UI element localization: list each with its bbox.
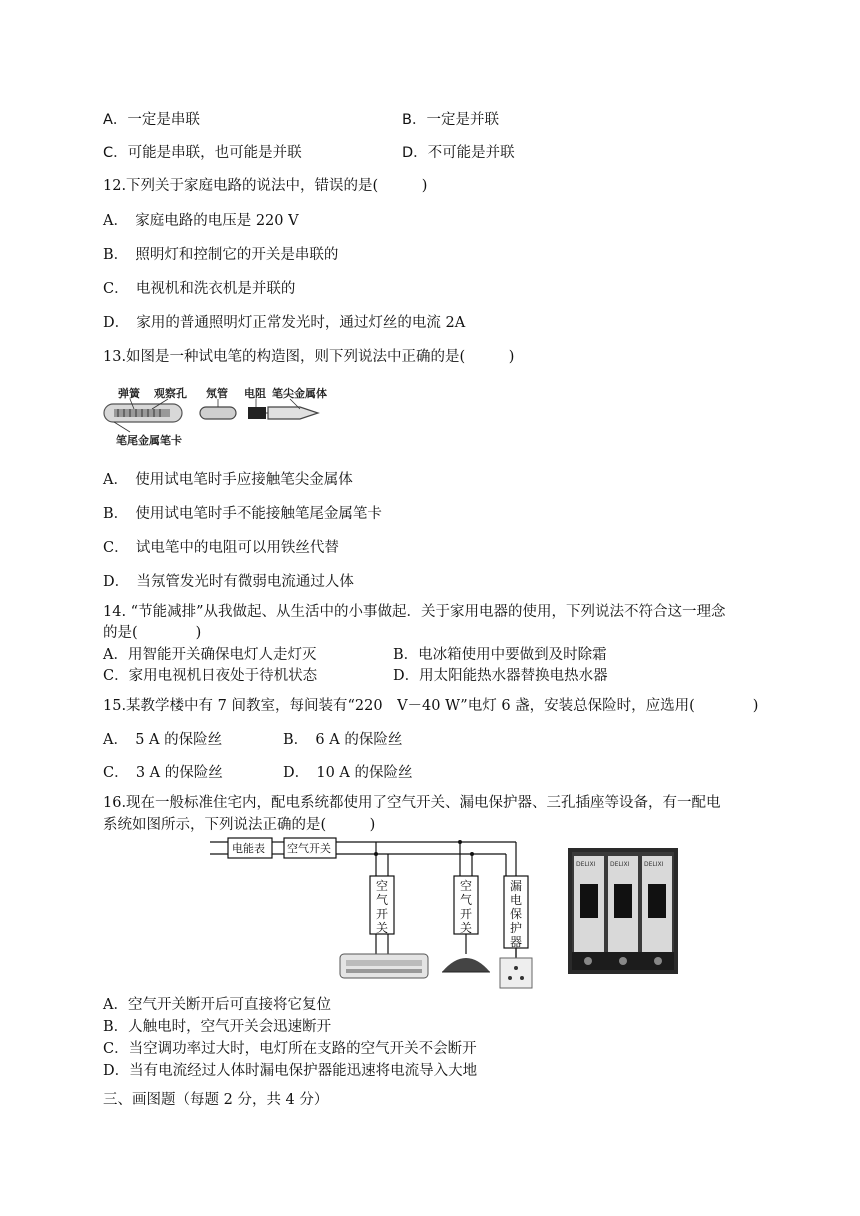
q12-option-b: B． 照明灯和控制它的开关是串联的 — [103, 247, 339, 263]
q13-stem: 13.如图是一种试电笔的构造图，则下列说法中正确的是( ) — [103, 349, 515, 365]
q15-option-b: B． 6 A 的保险丝 — [283, 732, 403, 748]
svg-text:关: 关 — [459, 921, 473, 935]
section-3-title: 三、画图题（每题 2 分，共 4 分） — [103, 1092, 329, 1108]
q16-option-a: A．空气开关断开后可直接将它复位 — [103, 997, 331, 1013]
q11-option-d: D．不可能是并联 — [402, 145, 515, 161]
breaker-unit-3 — [642, 856, 672, 952]
q16-stem-line1: 16.现在一般标准住宅内，配电系统都使用了空气开关、漏电保护器、三孔插座等设备，有一配电 — [103, 795, 721, 811]
q13-option-d: D． 当氖管发光时有微弱电流通过人体 — [103, 574, 354, 590]
q16-option-c: C．当空调功率过大时，电灯所在支路的空气开关不会断开 — [103, 1041, 477, 1057]
q15-option-d: D． 10 A 的保险丝 — [283, 765, 413, 781]
label-neon: 氖管 — [206, 387, 228, 400]
svg-text:空: 空 — [459, 879, 473, 893]
q14-option-a: A．用智能开关确保电灯人走灯灭 — [103, 647, 317, 663]
svg-text:保: 保 — [509, 907, 523, 921]
q14-option-b: B．电冰箱使用中要做到及时除霜 — [393, 647, 607, 663]
q12-stem: 12.下列关于家庭电路的说法中，错误的是( ) — [103, 178, 428, 194]
svg-text:DELIXI: DELIXI — [610, 861, 630, 868]
neon-tube — [200, 407, 236, 419]
q12-option-c: C． 电视机和洗衣机是并联的 — [103, 281, 296, 297]
q16-option-d: D．当有电流经过人体时漏电保护器能迅速将电流导入大地 — [103, 1063, 478, 1079]
q14-stem-line1: 14. “节能减排”从我做起、从生活中的小事做起．关于家用电器的使用，下列说法不符合这一理念 — [103, 604, 726, 620]
q15-stem: 15.某教学楼中有 7 间教室，每间装有“220 V－40 W”电灯 6 盏，安装总保险时，应选用( ) — [103, 698, 759, 714]
label-window: 观察孔 — [154, 387, 187, 400]
three-hole-socket — [500, 958, 532, 988]
svg-text:DELIXI: DELIXI — [644, 861, 664, 868]
label-meter: 电能表 — [232, 842, 265, 855]
pen-tip — [268, 407, 318, 419]
q13-option-b: B． 使用试电笔时手不能接触笔尾金属笔卡 — [103, 506, 382, 522]
test-pen-figure — [100, 382, 340, 452]
q16-stem-line2: 系统如图所示，下列说法正确的是( ) — [103, 817, 376, 833]
breaker-photo — [568, 848, 678, 974]
svg-text:关: 关 — [375, 921, 389, 935]
label-main-switch: 空气开关 — [287, 842, 331, 855]
svg-text:开: 开 — [375, 907, 389, 921]
label-cap: 笔尾金属笔卡 — [116, 434, 182, 447]
label-tip: 笔尖金属体 — [272, 387, 327, 400]
svg-text:电: 电 — [509, 893, 523, 907]
svg-text:漏: 漏 — [509, 879, 523, 893]
distribution-system-diagram — [206, 836, 541, 991]
q13-option-c: C． 试电笔中的电阻可以用铁丝代替 — [103, 540, 339, 556]
svg-text:开: 开 — [459, 907, 473, 921]
q15-option-c: C． 3 A 的保险丝 — [103, 765, 223, 781]
q14-stem-line2: 的是( ) — [103, 625, 202, 641]
svg-text:气: 气 — [375, 893, 389, 907]
q11-option-c: C．可能是串联，也可能是并联 — [103, 145, 302, 161]
q12-option-d: D． 家用的普通照明灯正常发光时，通过灯丝的电流 2A — [103, 315, 466, 331]
svg-text:气: 气 — [459, 893, 473, 907]
lamp — [442, 958, 490, 972]
q11-option-a: A．一定是串联 — [103, 112, 200, 128]
q16-option-b: B．人触电时，空气开关会迅速断开 — [103, 1019, 332, 1035]
q12-option-a: A． 家庭电路的电压是 220 V — [103, 213, 299, 229]
q13-option-a: A． 使用试电笔时手应接触笔尖金属体 — [103, 472, 353, 488]
resistor — [248, 407, 266, 419]
svg-text:DELIXI: DELIXI — [576, 861, 596, 868]
label-resistor: 电阻 — [244, 387, 266, 400]
svg-text:空: 空 — [375, 879, 389, 893]
svg-text:护: 护 — [509, 921, 523, 935]
breaker-unit-1 — [574, 856, 604, 952]
breaker-unit-2 — [608, 856, 638, 952]
q14-option-d: D．用太阳能热水器替换电热水器 — [393, 668, 608, 684]
q14-option-c: C．家用电视机日夜处于待机状态 — [103, 668, 318, 684]
svg-text:器: 器 — [509, 935, 523, 949]
q11-option-b: B．一定是并联 — [402, 112, 499, 128]
q15-option-a: A． 5 A 的保险丝 — [103, 732, 223, 748]
label-spring: 弹簧 — [118, 387, 140, 400]
